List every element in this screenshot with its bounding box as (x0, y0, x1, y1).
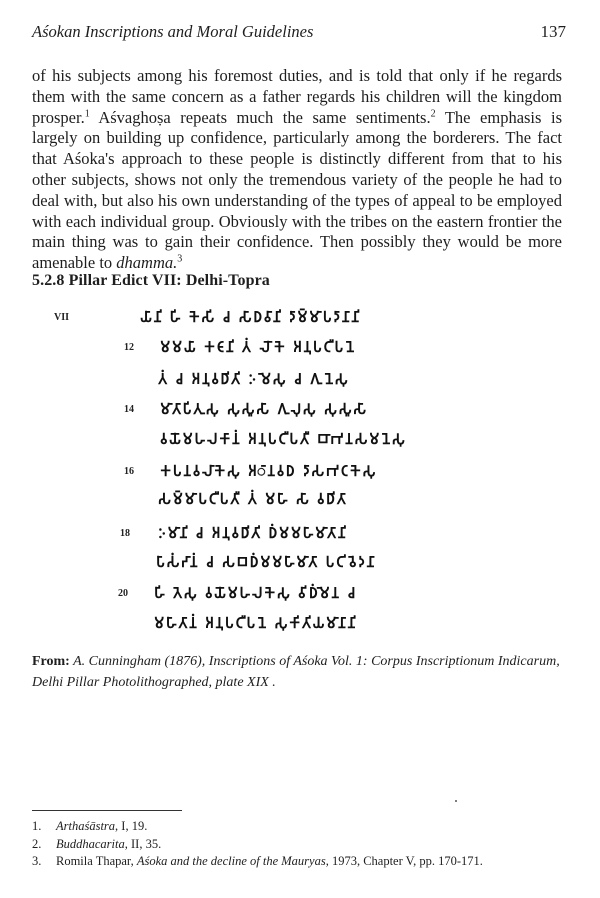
footnote (32, 818, 572, 836)
footnote-number: 1. (32, 819, 42, 833)
inscription-line-number: 16 (124, 466, 134, 477)
inscription-line-text: 𑀓𑀧𑀦𑀯𑀮𑀸𑀓𑁂𑀲𑀼 𑀅𑀸𑀦𑀯𑀥 𑀤𑀸𑀲𑀪𑀝𑀓𑁂𑀲𑀼 (160, 462, 378, 480)
source-text: A. Cunningham (1876), Inscriptions of Aśoka Vol. 1: Corpus Inscriptionum Indicarum, Delhi Pillar Photolithographed, plate XIX . (32, 654, 560, 690)
inscription-line-text: 𑀬𑀸𑀦𑀺 𑀳𑀺 𑀓𑁂𑀲𑀺 𑀘 𑀲𑀸𑀥𑀯𑀸𑀦𑀺 𑀤𑀸𑀫𑁆𑀫𑀸𑀧𑀤𑀸𑀦𑀸𑀦𑀺 (140, 308, 361, 326)
inscription-line-text: 𑀯𑀬𑁄𑀫𑀳𑀮𑀓𑀸𑀦𑀁 𑀅𑀦𑀼𑀧𑀝𑀻𑀧𑀢𑀻 𑀩𑀸𑀪𑀦𑀲𑀫𑀦𑁂𑀲𑀼 (160, 430, 407, 448)
footnote-number: 2. (32, 836, 42, 851)
footnote (32, 836, 572, 854)
inscription-line-number: VII (54, 312, 70, 323)
footnote-author: Romila Thapar, (56, 854, 137, 868)
running-title: Aśokan Inscriptions and Moral Guidelines (32, 22, 314, 41)
source-label: From: (32, 654, 70, 669)
inscription-line-text: 𑀲𑀫𑁆𑀫𑀸𑀧𑀝𑀻𑀧𑀢𑀻 𑀢𑀁 𑀫𑀳𑀸 𑀲𑀸 𑀯𑀥𑀺𑀢𑀸 (158, 490, 348, 508)
section-heading: 5.2.8 Pillar Edict VII: Delhi-Topra (32, 272, 270, 289)
source-citation (32, 652, 572, 693)
footnote-text: , II, 35. (124, 836, 162, 851)
inscription-line-text: 𑀇𑀫𑀸𑀦𑀺 𑀘 𑀅𑀦𑀼𑀯𑀥𑀺𑀢𑀺 𑀥𑀁𑀫𑀫𑀳𑀸𑀫𑀸𑀢𑀸𑀦𑀺 (158, 524, 348, 542)
inscription-line-text: 𑀧𑀸𑀲𑀁𑀟𑀸𑀦𑀁 𑀘 𑀲𑀩𑀥𑀁𑀫𑀫𑀳𑀸𑀫𑀸𑀢𑀸 𑀧𑀝𑀺𑀯𑁂𑀤𑀦𑀸 (156, 553, 376, 571)
print-speck (455, 800, 457, 802)
inscription-line-text: 𑀫𑀳𑀸𑀢𑀸𑀦𑀁 𑀅𑀦𑀼𑀧𑀝𑀻𑀧𑀦𑁂 𑀲𑀼𑀓𑀺𑀢𑀺𑀬𑀫𑀸𑀦𑀸𑀦𑀺 (154, 614, 357, 632)
footnote-title: Aśoka and the decline of the Mauryas (136, 854, 326, 868)
body-text-segment: Aśvaghoṣa repeats much the same sentiments. (89, 107, 431, 127)
inscription-line-text: 𑀫𑀫𑀬𑀸 𑀓𑀝𑀸𑀦𑀺 𑀢𑀁 𑀮𑁄𑀓𑁂 𑀅𑀦𑀼𑀧𑀝𑀻𑀧𑀦𑁂 (160, 338, 356, 356)
footnotes (32, 818, 572, 871)
page-number: 137 (540, 22, 566, 41)
footnote-ref[interactable]: 1 (84, 108, 90, 120)
inscription-line-text: 𑀳𑀺 𑀢𑁂𑀲𑀼 𑀯𑀬𑁄𑀫𑀳𑀮𑀓𑁂𑀲𑀼 𑀯𑀺𑀥𑀁𑀫𑁂𑀦 𑀘 (154, 584, 357, 602)
footnote (32, 853, 572, 871)
footnote-text: , 1973, Chapter V, pp. 170-171. (325, 854, 483, 868)
body-text-emphasis: dhamma. (116, 253, 178, 273)
inscription-line-number: 14 (124, 404, 134, 415)
body-text-segment: The emphasis is largely on building up confidence, particularly among the borderers. The fact that Aśoka's approach to these people is distinctly different from that to his other subjects, shows not only the tremendous variety of the people he had to deal with, but also his own understanding of the types of appeal to be employed with each individual group. Obviously with the tribes on the eastern frontier the main thing was to gain their confidence. Then possibly they would be more amenable to (32, 107, 562, 273)
footnote-divider (32, 810, 182, 811)
footnote-number: 3. (32, 854, 42, 868)
footnote-text: , I, 19. (115, 819, 148, 833)
inscription-line-number: 20 (118, 588, 128, 599)
footnote-ref[interactable]: 2 (430, 108, 436, 120)
inscription-line-text: 𑀫𑀸𑀢𑀸𑀧𑀺𑀢𑀼𑀲𑀼 𑀲𑀼𑀲𑀽𑀲𑀸 𑀕𑀼𑀮𑀼𑀲𑀼 𑀲𑀼𑀲𑀽𑀲𑀸 (160, 400, 368, 418)
footnote-title: Buddhacarita (56, 836, 125, 851)
inscription-line-number: 12 (124, 342, 134, 353)
body-text-segment: of his subjects among his foremost duties, and is told that only if he regards them with the same concern as a father regards his children will the kingdom prosper. (32, 66, 562, 127)
inscription-line-text: 𑀢𑀁 𑀘 𑀅𑀦𑀼𑀯𑀥𑀺𑀢𑀺 𑀇𑀫𑁂𑀲𑀼 𑀘 𑀕𑀼𑀦𑁂𑀲𑀼 (158, 370, 350, 388)
inscription-line-number: 18 (120, 528, 130, 539)
footnote-ref[interactable]: 3 (177, 253, 183, 265)
footnote-title: Arthaśāstra (56, 819, 116, 833)
